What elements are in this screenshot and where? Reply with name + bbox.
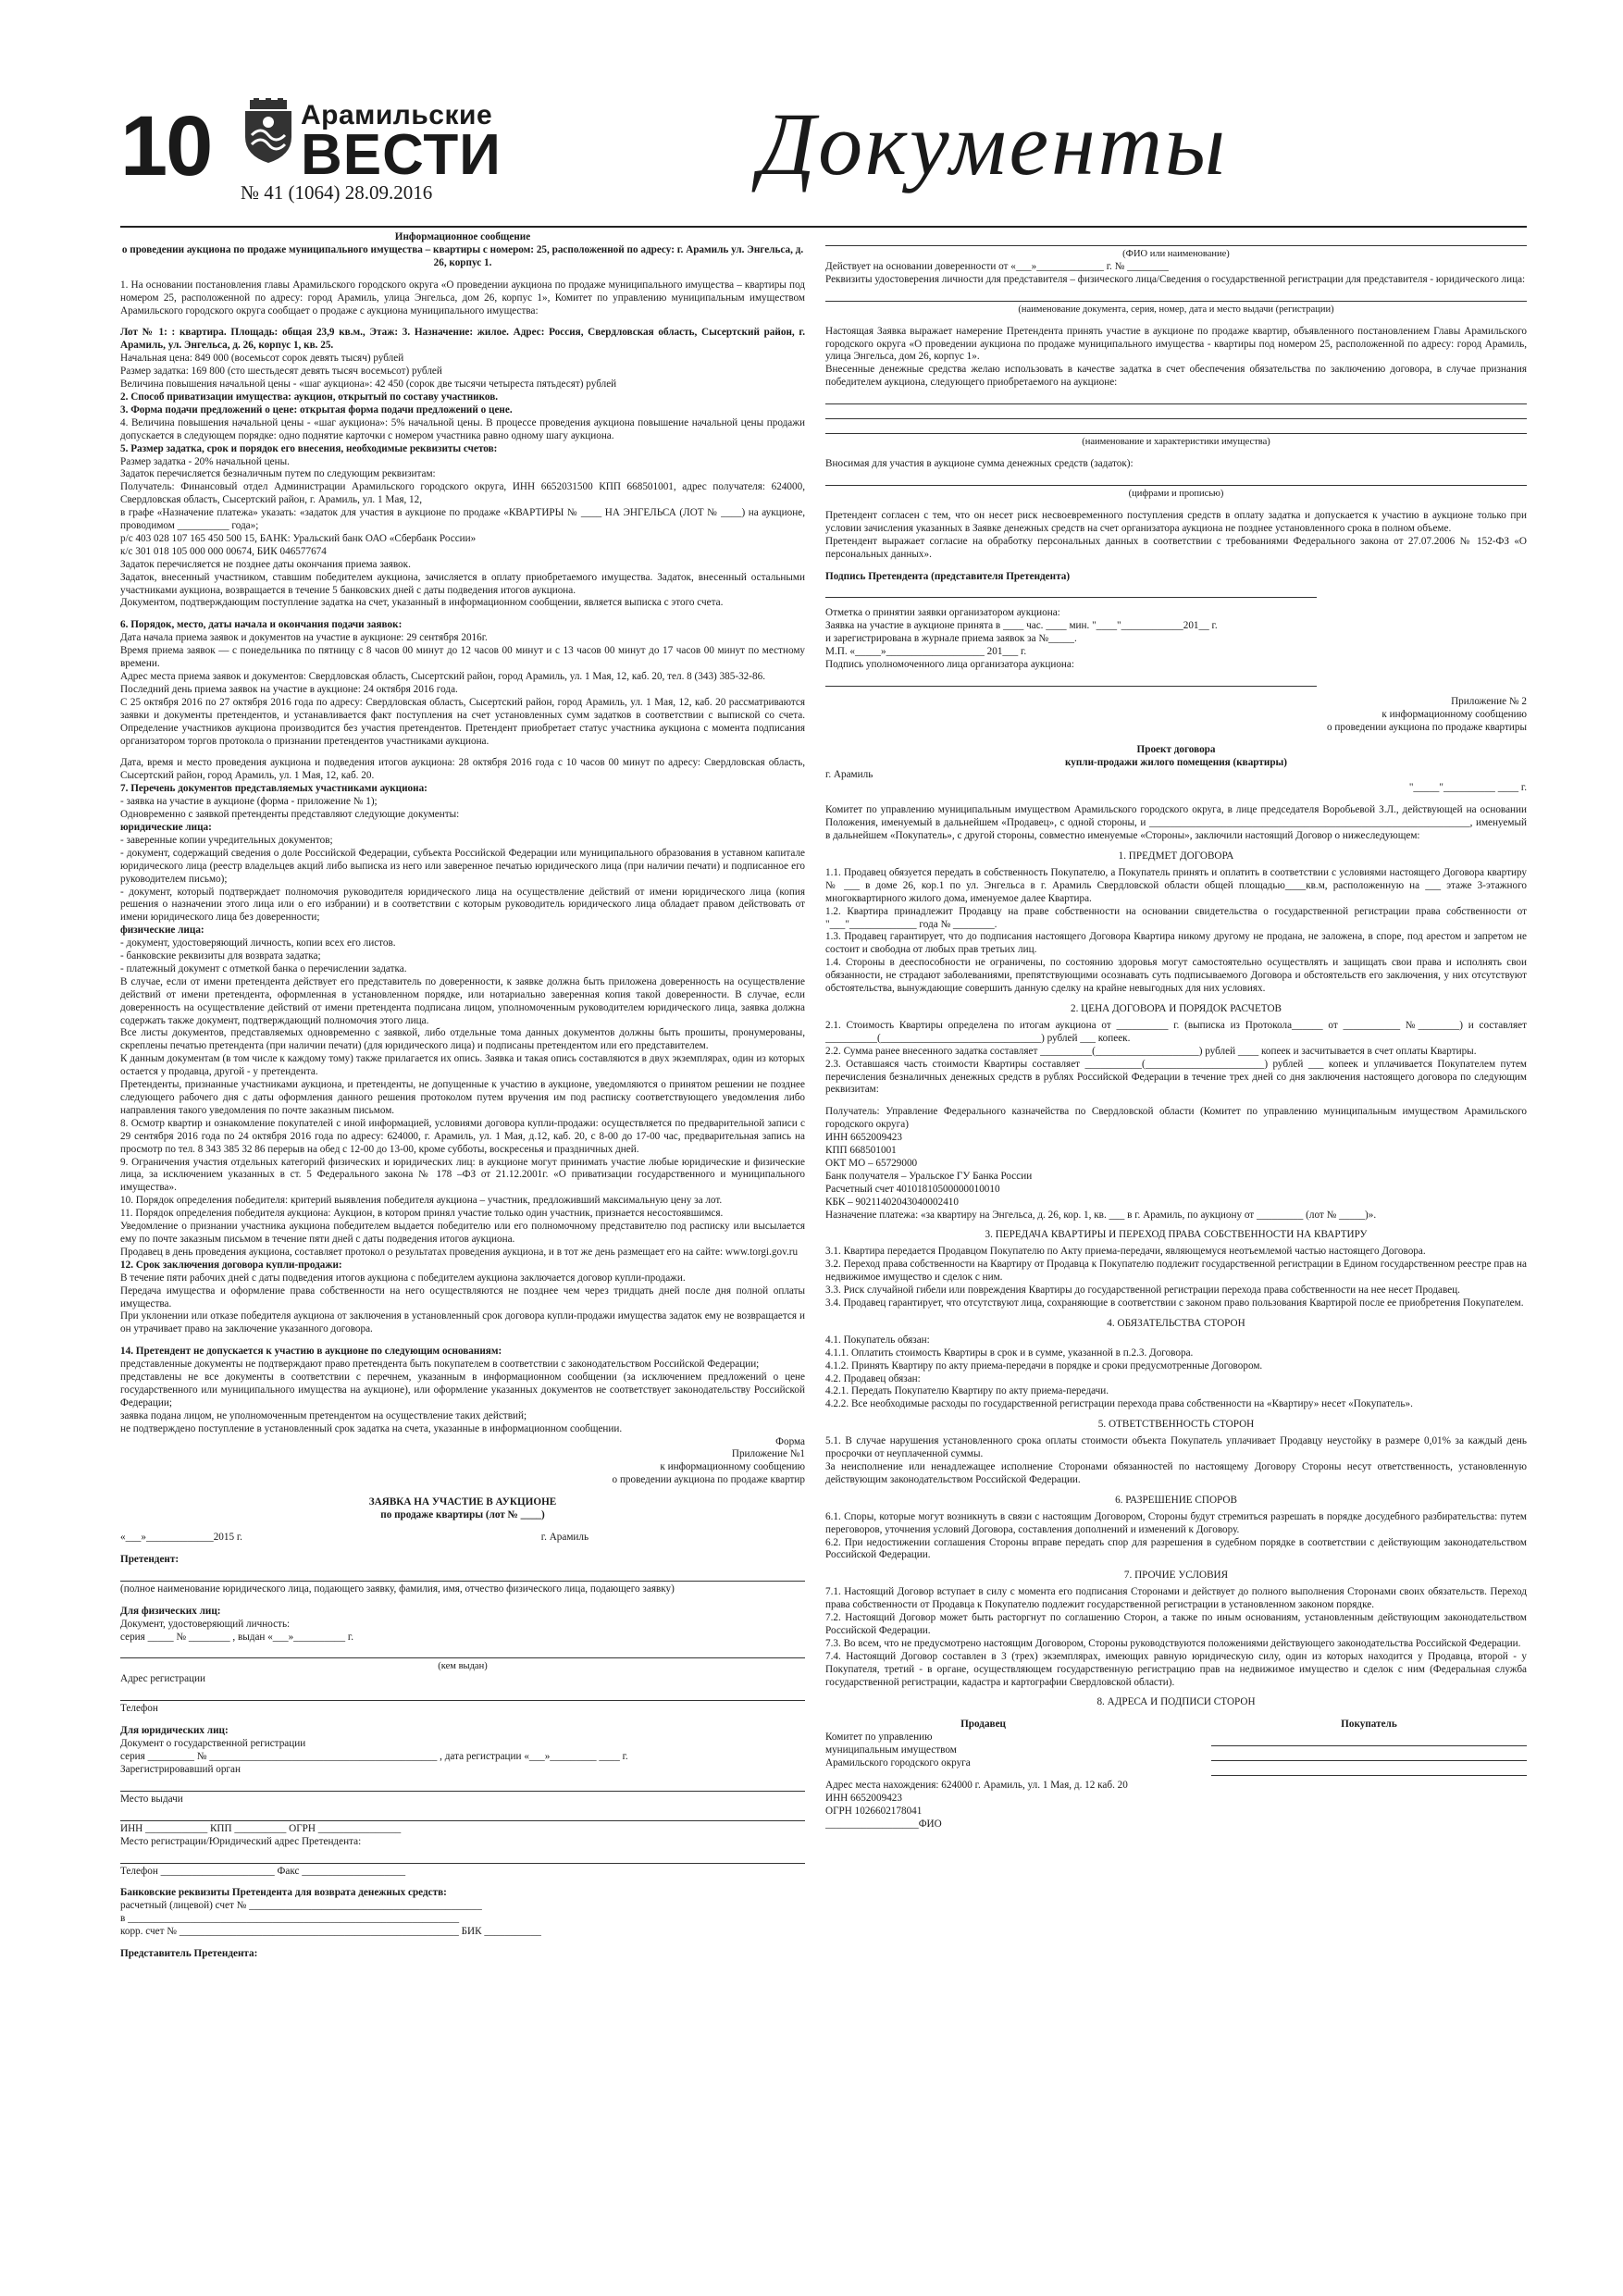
paragraph: КПП 668501001 [825, 1145, 897, 1157]
form-field: серия _____ № ________ , выдан «___»__________ г. [120, 1631, 354, 1643]
paragraph: - документ, который подтверждает полномочия руководителя юридического лица на осуществление действий от имени юридического лица (копия решения о назначении этого лица или о его избрании) и в соответствии с которым руководитель юридического лица обладает правом действовать от имени юридического лица без доверенности; [120, 886, 805, 924]
paragraph: 7.1. Настоящий Договор вступает в силу с момента его подписания Сторонами и действует до полного выполнения Сторонами своих обязательств. Переход права собственности от Продавца к Покупателю подлежит государственной регистрации в установленном законом порядке. [825, 1586, 1527, 1611]
brand-small: Арамильские [301, 100, 493, 130]
seller-line: Комитет по управлению [825, 1731, 933, 1744]
form-date: «___»_____________2015 г. [120, 1532, 242, 1543]
fill-line[interactable] [120, 1809, 805, 1821]
paragraph: юридические лица: [120, 821, 212, 833]
paragraph: Расчетный счет 40101810500000010010 [825, 1183, 1000, 1195]
form-field: Место выдачи [120, 1793, 183, 1805]
section-heading: 9. Ограничения участия отдельных категорий физических и юридических лиц: в аукционе могут принимать участие любые юридические и физические лица, за исключением указанных в ст. 5 Федерального закона № 178 –ФЗ от 21.12.2001г. «О приватизации государственного и муниципального имущества». [120, 1156, 805, 1194]
paragraph: 2.2. Сумма ранее внесенного задатка составляет __________(____________________) рублей ____ копеек и засчитывается в счет оплаты Квартиры. [825, 1045, 1477, 1057]
contract-section-heading: 6. РАЗРЕШЕНИЕ СПОРОВ [1115, 1494, 1237, 1506]
paragraph: Все листы документов, представляемых одновременно с заявкой, либо отдельные тома данных документов должны быть прошиты, пронумерованы, скреплены печатью претендента (при наличии печати) (для юридического лица) и подписаны претендентом или его представителем. [120, 1027, 805, 1052]
form-field: Адрес регистрации [120, 1673, 206, 1685]
form-field: Документ о государственной регистрации [120, 1738, 306, 1750]
contract-date: "_____"__________ ____ г. [1408, 782, 1527, 794]
paragraph: За неисполнение или ненадлежащее исполнение Сторонами обязанностей по настоящему Договору Стороны несут ответственность, установленную действующим законодательством Российской Федерации. [825, 1460, 1527, 1485]
form-field: Телефон ______________________ Факс ____________________ [120, 1865, 406, 1877]
paragraph: 1.4. Стороны в дееспособности не ограничены, по состоянию здоровья могут самостоятельно осуществлять и защищать свои права и исполнять свои обязанности, не страдают заболеваниями, препятствующими осознавать суть подписываемого Договора и обстоятельств его заключения, у них отсутствуют обстоятельства, вынуждающие совершить данную сделку на крайне невыгодных для них условиях. [825, 957, 1527, 995]
issue-number: № 41 (1064) 28.09.2016 [241, 181, 433, 204]
paragraph: - банковские реквизиты для возврата задатка; [120, 950, 321, 962]
fill-line[interactable] [825, 675, 1317, 687]
fiz-label: Для физических лиц: [120, 1605, 221, 1617]
paragraph: заявка подана лицом, не уполномоченным претендентом на осуществление таких действий; [120, 1409, 527, 1421]
paragraph: ОКТ МО – 65729000 [825, 1157, 918, 1169]
paragraph: Отметка о принятии заявки организатором аукциона: [825, 607, 1060, 619]
section-heading: 11. Порядок определения победителя аукциона: Аукцион, в котором принял участие только один участник, признается несостоявшимся. [120, 1208, 724, 1220]
contract-section-heading: 7. ПРОЧИЕ УСЛОВИЯ [1123, 1570, 1229, 1582]
form-field: серия _________ № ____________________________________________ , дата регистрации «___»_________ ____ г. [120, 1750, 628, 1762]
paragraph: 7.2. Настоящий Договор может быть расторгнут по соглашению Сторон, а также по иным основаниям, установленным действующим законодательством Российской Федерации. [825, 1612, 1527, 1636]
paragraph: Действует на основании доверенности от «___»_____________ г. № ________ [825, 260, 1169, 272]
paragraph: В случае, если от имени претендента действует его представитель по доверенности, к заявке должна быть приложена доверенность на осуществление действий от имени претендента, оформленная в установленном порядке, или нотариально заверенная копия такой доверенности. В случае, если доверенность на осуществление действий от имени претендента подписана лицом, уполномоченным руководителем юридического лица, заявка должна содержать также документ, подтверждающий полномочия этого лица. [120, 975, 805, 1026]
header-rule [120, 226, 1527, 228]
paragraph: 3.3. Риск случайной гибели или повреждения Квартиры до государственной регистрации перехода права собственности на нее несет Продавец. [825, 1285, 1460, 1297]
fill-line[interactable] [825, 234, 1527, 246]
seller-block [825, 1719, 1141, 1831]
paragraph: Уведомление о признании участника аукциона победителем выдается победителю или его полномочному представителю под расписку или высылается ему по почте заказным письмом в течение пяти дней с даты подведения итогов аукциона. [120, 1221, 805, 1245]
form-field: Место регистрации/Юридический адрес Претендента: [120, 1835, 362, 1847]
paragraph: Передача имущества и оформление права собственности на него осуществляются не позднее чем через тридцать дней после дня полной оплаты имущества. [120, 1285, 805, 1309]
buyer-block [1211, 1719, 1527, 1831]
caption: (кем выдан) [438, 1661, 488, 1672]
paragraph: 4.1. Покупатель обязан: [825, 1334, 930, 1346]
paragraph: ИНН 6652009423 [825, 1132, 902, 1144]
appendix-label: о проведении аукциона по продаже квартир [612, 1474, 805, 1486]
paragraph: Настоящая Заявка выражает намерение Претендента принять участие в аукционе по продаже квартир, объявленного постановлением Главы Арамильского городского округа «О проведении аукциона по продаже муниципального имущества - квартиры под номером 25, расположенной по адресу: город Арамиль, улица Энгельса, дом 26, корпус 1». [825, 325, 1527, 363]
paragraph: - заявка на участие в аукционе (форма - приложение № 1); [120, 796, 378, 808]
caption: (полное наименование юридического лица, подающего заявку, фамилия, имя, отчество физического лица, подающего заявку) [120, 1582, 675, 1595]
page-number: 10 [120, 99, 212, 193]
paragraph: Одновременно с заявкой претенденты представляют следующие документы: [120, 809, 460, 821]
contract-title: Проект договора [1136, 743, 1216, 755]
section-title: Документы [759, 94, 1229, 193]
seller-line: Адрес места нахождения: 624000 г. Арамиль, ул. 1 Мая, д. 12 каб. 20 [825, 1780, 1128, 1791]
paragraph: 2. Способ приватизации имущества: аукцион, открытый по составу участников. [120, 391, 499, 403]
paragraph: Последний день приема заявок на участие в аукционе: 24 октября 2016 года. [120, 683, 458, 695]
form-date-row [120, 1532, 805, 1545]
paragraph: Величина повышения начальной цены - «шаг аукциона»: 42 450 (сорок две тысячи четыреста пятьдесят) рублей [120, 379, 617, 391]
application-title: ЗАЯВКА НА УЧАСТИЕ В АУКЦИОНЕ [368, 1496, 557, 1508]
caption: (наименование документа, серия, номер, дата и место выдачи (регистрации) [1018, 304, 1334, 315]
fill-line[interactable] [120, 1689, 805, 1701]
caption: (ФИО или наименование) [1122, 249, 1230, 259]
paragraph: Претендент согласен с тем, что он несет риск несвоевременного поступления средств в оплату задатка и допускается к участию в аукционе только при условии зачисления указанных в Заявке денежных средств на счет организатора аукциона не позднее установленного срока в полном объеме. [825, 509, 1527, 534]
form-field: Телефон [120, 1703, 158, 1715]
appendix-label: к информационному сообщению [660, 1461, 805, 1473]
signature-label: Подпись Претендента (представителя Претендента) [825, 570, 1071, 582]
paragraph: 3.1. Квартира передается Продавцом Покупателю по Акту приема-передачи, являющемуся неотъемлемой частью настоящего Договора. [825, 1246, 1426, 1258]
lot-line: Лот № 1: : квартира. Площадь: общая 23,9 кв.м., Этаж: 3. Назначение: жилое. Адрес: Россия, Свердловская область, Сысертский район, г. Арамиль, ул. Энгельса, д. 26, корпус 1, кв. 25. [120, 327, 805, 352]
form-field: Документ, удостоверяющий личность: [120, 1618, 291, 1630]
seller-line: Арамильского городского округа [825, 1757, 971, 1769]
paragraph: Задаток перечисляется безналичным путем по следующим реквизитам: [120, 468, 436, 480]
representative-label: Представитель Претендента: [120, 1948, 258, 1960]
paragraph: Документом, подтверждающим поступление задатка на счет, указанный в информационном сообщении, является выписка с этого счета. [120, 597, 724, 609]
paragraph: 2.1. Стоимость Квартиры определена по итогам аукциона от __________ г. (выписка из Протокола______ от ___________ №________) и составляет __________(_______________________________) рублей ___ копеек. [825, 1019, 1527, 1044]
paragraph: 1.2. Квартира принадлежит Продавцу на праве собственности на основании свидетельства о государственной регистрации права собственности от "___"_____________ года № ________. [825, 905, 1527, 930]
section-heading: 12. Срок заключения договора купли-продажи: [120, 1259, 342, 1271]
paragraph: 1.3. Продавец гарантирует, что до подписания настоящего Договора Квартира никому другому не продана, не заложена, в споре, под арестом и запретом не состоит и свободна от любых прав третьих лиц. [825, 931, 1527, 956]
form-city: г. Арамиль [540, 1532, 589, 1543]
left-column [120, 231, 805, 2267]
paragraph: 5. Размер задатка, срок и порядок его внесения, необходимые реквизиты счетов: [120, 442, 498, 454]
contract-city: г. Арамиль [825, 769, 873, 781]
form-field: в ________________________________________________________________ [120, 1913, 460, 1925]
seller-line: муниципальным имуществом [825, 1744, 957, 1756]
paragraph: Размер задатка: 169 800 (сто шестьдесят девять тысяч восемьсот) рублей [120, 366, 442, 378]
coat-of-arms-logo [241, 98, 296, 165]
paragraph: 1. На основании постановления главы Арамильского городского округа «О проведении аукциона по продаже муниципального имущества – квартиры под номером 25, расположенной по адресу: город Арамиль, улица Энгельса, дом 26, корпус 1», Комитет по управлению муниципальным имуществом Арамильского городского округа сообщает о продаже с аукциона муниципального имущества: [120, 279, 805, 316]
paragraph: Комитет по управлению муниципальным имуществом Арамильского городского округа, в лице председателя Воробьевой З.Л., действующей на основании Положения, именуемый в дальнейшем «Продавец», с одной стороны, и ______________________________________________________________, именуемый в дальнейшем «Покупатель», с другой стороны, совместно именуемые «Стороны», заключили настоящий Договор о нижеследующем: [825, 804, 1527, 842]
paragraph: Получатель: Управление Федерального казначейства по Свердловской области (Комитет по управлению муниципальным имуществом Арамильского городского округа) [825, 1106, 1527, 1131]
paragraph: 3.4. Продавец гарантирует, что отсутствуют лица, сохраняющие в соответствии с законом право пользования Квартирой после ее приобретения Покупателем. [825, 1297, 1524, 1309]
paragraph: - заверенные копии учредительных документов; [120, 834, 333, 846]
paragraph: Задаток, внесенный участником, ставшим победителем аукциона, зачисляется в оплату приобретаемого имущества. Задаток, внесенный остальными участниками аукциона, возвращается в течение 5 банковских дней с даты подведения итогов аукциона. [120, 571, 805, 596]
buyer-label: Покупатель [1341, 1719, 1397, 1731]
form-label: Форма [775, 1435, 805, 1447]
paragraph: Претендент выражает согласие на обработку персональных данных в соответствии с требованиями Федерального закона от 27.07.2006 № 152-ФЗ «О персональных данных». [825, 535, 1527, 560]
seller-line: ИНН 6652009423 [825, 1792, 902, 1804]
fill-line[interactable] [1211, 1764, 1527, 1776]
fill-line[interactable] [825, 392, 1527, 404]
paragraph: не подтверждено поступление в установленный срок задатка на счета, указанные в информационном сообщении. [120, 1422, 623, 1434]
brand-big: ВЕСТИ [301, 123, 502, 187]
fill-line[interactable] [120, 1646, 805, 1658]
paragraph: 3. Форма подачи предложений о цене: открытая форма подачи предложений о цене. [120, 403, 513, 416]
contract-section-heading: 8. АДРЕСА И ПОДПИСИ СТОРОН [1096, 1696, 1256, 1708]
caption: (цифрами и прописью) [1128, 488, 1224, 499]
section-heading: 6. Порядок, место, даты начала и окончания подачи заявок: [120, 619, 403, 631]
paragraph: 6.1. Споры, которые могут возникнуть в связи с настоящим Договором, Стороны будут стремиться разрешать в порядке досудебного разбирательства: путем переговоров, уточнения условий Договора, составления дополнений и изменений к Договору. [825, 1510, 1527, 1535]
fill-line[interactable] [120, 1780, 805, 1792]
appendix-label: о проведении аукциона по продаже квартиры [1327, 721, 1527, 733]
fill-line[interactable] [825, 586, 1317, 598]
paragraph: 4.2.2. Все необходимые расходы по государственной регистрации перехода права собственности на «Квартиру» несет «Покупатель». [825, 1398, 1413, 1410]
paragraph: 4.2.1. Передать Покупателю Квартиру по акту приема-передачи. [825, 1385, 1109, 1397]
paragraph: Банк получателя – Уральское ГУ Банка России [825, 1170, 1033, 1182]
application-subtitle: по продаже квартиры (лот № ____) [380, 1509, 545, 1521]
paragraph: 4.1.2. Принять Квартиру по акту приема-передачи в порядке и сроки предусмотренные Договором. [825, 1359, 1263, 1371]
section-heading: 10. Порядок определения победителя: критерий выявления победителя аукциона – участник, предложивший максимальную цену за лот. [120, 1195, 723, 1207]
paragraph: - документ, содержащий сведения о доле Российской Федерации, субъекта Российской Федерации или муниципального образования в уставном капитале юридического лица (реестр владельцев акций либо выписка из него или заверенное печатью юридического лица (при наличии печати) и подписанное его руководителем письмо); [120, 847, 805, 885]
paragraph: Продавец в день проведения аукциона, составляет протокол о результатах проведения аукциона, и в тот же день размещает его на сайте: www.torgi.gov.ru [120, 1246, 799, 1258]
section-heading: 8. Осмотр квартир и ознакомление покупателей с иной информацией, условиями договора купли-продажи: осуществляется по предварительной записи с 29 сентября 2016 года по 24 октября 2016 года по адресу: 624000, г. Арамиль, ул. 1 Мая, д.12, каб. 20, с 8-00 до 17-00 час, предварительная запись на просмотр по тел. 8 343 385 32 86 перерыв на обед с 12-00 до 13-00, кроме субботы, воскресенья и праздничных дней. [120, 1117, 805, 1155]
paragraph: Дата начала приема заявок и документов на участие в аукционе: 29 сентября 2016г. [120, 632, 488, 644]
seller-signature: __________________ФИО [825, 1818, 942, 1830]
seller-line: ОГРН 1026602178041 [825, 1805, 923, 1817]
paragraph: Время приема заявок — с понедельника по пятницу с 8 часов 00 минут до 12 часов 00 минут и с 13 часов 00 минут до 17 часов 00 минут по местному времени. [120, 645, 805, 670]
masthead [120, 93, 1527, 222]
paragraph: 1.1. Продавец обязуется передать в собственность Покупателю, а Покупатель принять и оплатить в соответствии с условиями настоящего Договора квартиру № ___ в доме 26, кор.1 по ул. Энгельса в г. Арамиль Свердловской области общей площадью____кв.м, расположенную на ___ этаже 3-этажного многоквартирного жилого дома, именуемое далее Квартира. [825, 866, 1527, 904]
paragraph: Внесенные денежные средства желаю использовать в качестве задатка в счет обеспечения обязательства по заключению договора, в случае признания победителем аукциона, следующего приобретаемого на аукционе: [825, 364, 1527, 389]
paragraph: 4.2. Продавец обязан: [825, 1372, 921, 1384]
paragraph: представленные документы не подтверждают право претендента быть покупателем в соответствии с законодательством Российской Федерации; [120, 1359, 760, 1371]
pretendent-label: Претендент: [120, 1553, 180, 1565]
paragraph: к/с 301 018 105 000 000 00674, БИК 046577674 [120, 545, 327, 557]
right-column [825, 231, 1527, 2267]
paragraph: К данным документам (в том числе к каждому тому) также прилагается их опись. Заявка и такая опись составляются в двух экземплярах, один из которых остается у продавца, другой - у претендента. [120, 1053, 805, 1078]
paragraph: - платежный документ с отметкой банка о перечислении задатка. [120, 962, 407, 974]
paragraph: Подпись уполномоченного лица организатора аукциона: [825, 659, 1074, 671]
yur-label: Для юридических лиц: [120, 1725, 229, 1737]
paragraph: С 25 октября 2016 по 27 октября 2016 года по адресу: Свердловская область, Сысертский район, город Арамиль, ул. 1 Мая, 12, каб. 20 рассматриваются заявки и документы претендентов, и устанавливается факт поступления на счет установленных сумм задатков в соответствии с выпиской со счета. Определение участников аукциона производится без участия претендентов. Претендент приобретает статус участника аукциона с момента подписания организатором торгов протокола о признании претендентов участниками аукциона. [120, 696, 805, 747]
form-field: ИНН ____________ КПП __________ ОГРН ________________ [120, 1822, 402, 1834]
paragraph: 7.3. Во всем, что не предусмотрено настоящим Договором, Стороны руководствуются положениями действующего законодательства Российской Федерации. [825, 1637, 1521, 1649]
paragraph: КБК – 90211402043040002410 [825, 1196, 959, 1208]
paragraph: - документ, удостоверяющий личность, копии всех его листов. [120, 937, 396, 949]
paragraph: физические лица: [120, 925, 204, 937]
fill-line[interactable] [1211, 1734, 1527, 1746]
fill-line[interactable] [825, 290, 1527, 302]
info-subtitle: о проведении аукциона по продаже муниципального имущества – квартиры с номером: 25, расположенной по адресу: г. Арамиль ул. Энгельса, д. 26, корпус 1. [121, 243, 804, 268]
contract-section-heading: 1. ПРЕДМЕТ ДОГОВОРА [1118, 850, 1234, 862]
paragraph: Размер задатка - 20% начальной цены. [120, 455, 290, 467]
contract-subtitle: купли-продажи жилого помещения (квартиры) [1064, 756, 1287, 768]
paragraph: в графе «Назначение платежа» указать: «задаток для участия в аукционе по продаже «КВАРТИРЫ № ____ НА ЭНГЕЛЬСА (ЛОТ № ____) на аукционе, проводимом __________ года»; [120, 507, 805, 532]
paragraph: 4.1.1. Оплатить стоимость Квартиры в срок и в сумме, указанной в п.2.3. Договора. [825, 1347, 1194, 1359]
caption: (наименование и характеристики имущества) [1082, 437, 1270, 448]
contract-section-heading: 5. ОТВЕТСТВЕННОСТЬ СТОРОН [1097, 1419, 1255, 1431]
fill-line[interactable] [825, 407, 1527, 419]
fill-line[interactable] [825, 422, 1527, 434]
paragraph: Задаток перечисляется не позднее даты окончания приема заявок. [120, 558, 411, 570]
contract-section-heading: 3. ПЕРЕДАЧА КВАРТИРЫ И ПЕРЕХОД ПРАВА СОБСТВЕННОСТИ НА КВАРТИРУ [985, 1229, 1368, 1241]
fill-line[interactable] [120, 1852, 805, 1864]
paragraph: 5.1. В случае нарушения установленного срока оплаты стоимости объекта Покупатель уплачивает Продавцу неустойку в размере 0,01% за каждый день просрочки от неуплаченной суммы. [825, 1435, 1527, 1460]
paragraph: 2.3. Оставшаяся часть стоимости Квартиры составляет ___________(_______________________) рублей ___ копеек и уплачивается Покупателем путем перечисления безналичных денежных средств в рублях Российской Федерации в течение трех дней со дня заключения настоящего договора по следующим реквизитам: [825, 1058, 1527, 1096]
paragraph: В течение пяти рабочих дней с даты подведения итогов аукциона с победителем аукциона заключается договор купли-продажи. [120, 1272, 686, 1284]
form-field: корр. счет № ______________________________________________________ БИК ___________ [120, 1926, 541, 1938]
form-field: расчетный (лицевой) счет № _____________________________________________ [120, 1900, 482, 1912]
paragraph: 4. Величина повышения начальной цены - «шаг аукциона»: 5% начальной цены. В процессе проведения аукциона повышение начальной цены продажи допускается в следующем порядке: одно поднятие карточки с номером участника равно одному шагу аукциона. [120, 416, 805, 441]
contract-section-heading: 2. ЦЕНА ДОГОВОРА И ПОРЯДОК РАСЧЕТОВ [1070, 1002, 1282, 1014]
fill-line[interactable] [825, 474, 1527, 486]
paragraph: Вносимая для участия в аукционе сумма денежных средств (задаток): [825, 458, 1134, 470]
newspaper-brand [301, 100, 502, 187]
paragraph: М.П. «_____»___________________ 201___ г. [825, 646, 1027, 658]
signatures-block [825, 1719, 1527, 1831]
paragraph: представлены не все документы в соответствии с перечнем, указанным в информационном сообщении (за исключением предложений о цене государственного или муниципального имущества на аукционе), или оформление указанных документов не соответствует законодательству Российской Федерации; [120, 1371, 805, 1409]
appendix-label: к информационному сообщению [1381, 708, 1527, 720]
form-field: Зарегистрировавший орган [120, 1763, 241, 1775]
paragraph: Начальная цена: 849 000 (восемьсот сорок девять тысяч) рублей [120, 353, 404, 365]
paragraph: Получатель: Финансовый отдел Администрации Арамильского городского округа, ИНН 6652031500 КПП 668501001, адрес получателя: 624000, Свердловская область, Сысертский район, г. Арамиль, ул. 1 Мая, 12, [120, 481, 805, 506]
paragraph: 6.2. При недостижении соглашения Стороны вправе передать спор для разрешения в судебном порядке в соответствии с действующим законодательством Российской Федерации. [825, 1536, 1527, 1561]
appendix-label: Приложение № 2 [1451, 695, 1527, 707]
section-heading: 14. Претендент не допускается к участию в аукционе по следующим основаниям: [120, 1346, 502, 1358]
section-heading: 7. Перечень документов представляемых участниками аукциона: [120, 783, 427, 795]
appendix-label: Приложение №1 [731, 1448, 805, 1460]
fill-line[interactable] [120, 1570, 805, 1582]
paragraph: Заявка на участие в аукционе принята в ____ час. ____ мин. "____"____________201__ г. [825, 620, 1218, 632]
paragraph: Дата, время и место проведения аукциона и подведения итогов аукциона: 28 октября 2016 года с 10 часов 00 минут по адресу: Свердловская область, Сысертский район, город Арамиль, ул. 1 Мая, 12, каб. 20. [120, 757, 805, 782]
contract-section-heading: 4. ОБЯЗАТЕЛЬСТВА СТОРОН [1107, 1317, 1245, 1329]
fill-line[interactable] [1211, 1749, 1527, 1761]
paragraph: 7.4. Настоящий Договор составлен в 3 (трех) экземплярах, имеющих равную юридическую силу, один из которых находится у Продавца, второй - у Покупателя, третий - в органе, осуществляющем государственную регистрацию прав на недвижимое имущество и сделок с ним (Федеральная служба государственной регистрации, кадастра и картографии Свердловской области). [825, 1650, 1527, 1688]
paragraph: Претенденты, признанные участниками аукциона, и претенденты, не допущенные к участию в аукционе, уведомляются о принятом решении не позднее следующего рабочего дня с даты оформления данного решения протоколом путем вручения им под расписку соответствующего уведомления либо направления такого уведомления по почте заказным письмом. [120, 1079, 805, 1116]
paragraph: Адрес места приема заявок и документов: Свердловская область, Сысертский район, город Арамиль, ул. 1 Мая, 12, каб. 20, тел. 8 (343) 385-32-86. [120, 671, 765, 682]
paragraph: 3.2. Переход права собственности на Квартиру от Продавца к Покупателю подлежит государственной регистрации в Едином государственном реестре прав на недвижимое имущество и сделок с ним. [825, 1259, 1527, 1284]
paragraph: р/с 403 028 107 165 450 500 15, БАНК: Уральский банк ОАО «Сбербанк России» [120, 532, 477, 544]
info-title: Информационное сообщение [394, 231, 531, 242]
paragraph: При уклонении или отказе победителя аукциона от заключения в установленный срок договора купли-продажи имущества задаток ему не возвращается и он утрачивает право на заключение указанного договора. [120, 1310, 805, 1335]
bank-label: Банковские реквизиты Претендента для возврата денежных средств: [120, 1887, 447, 1899]
seller-label: Продавец [960, 1719, 1006, 1731]
paragraph: Реквизиты удостоверения личности для представителя – физического лица/Сведения о государственной регистрации для представителя - юридического лица: [825, 273, 1526, 285]
paragraph: Назначение платежа: «за квартиру на Энгельса, д. 26, кор. 1, кв. ___ в г. Арамиль, по аукциону от _________ (лот № _____)». [825, 1209, 1377, 1221]
paragraph: и зарегистрирована в журнале приема заявок за №_____. [825, 633, 1077, 645]
